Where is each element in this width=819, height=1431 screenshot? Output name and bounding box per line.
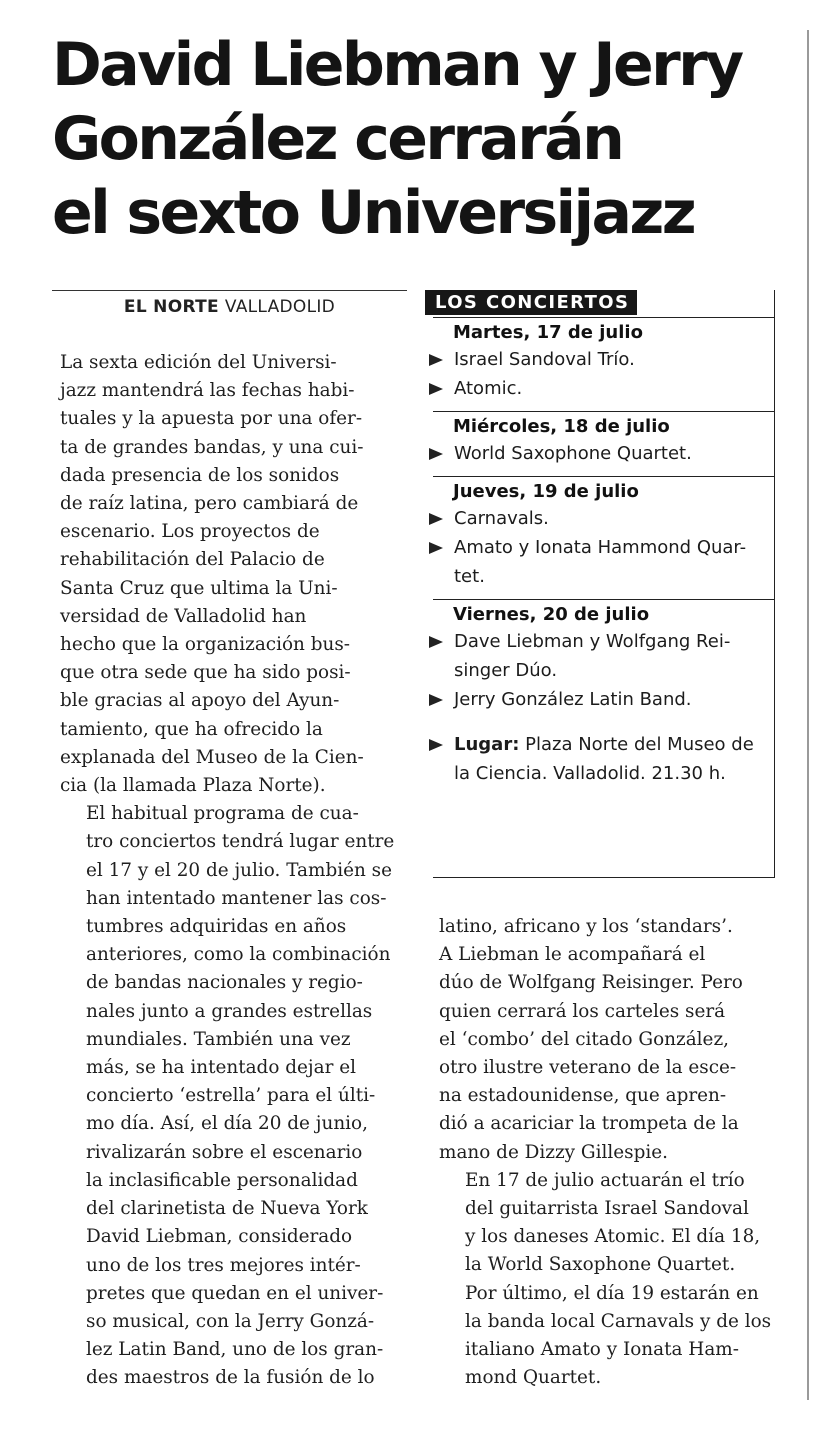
concert-act xyxy=(433,627,774,656)
concert-act xyxy=(433,656,774,685)
article-paragraph xyxy=(439,1167,779,1393)
arrow-bullet-icon xyxy=(429,448,443,460)
text-line: ble gracias al apoyo del Ayun- xyxy=(60,690,340,712)
text-line: El habitual programa de cua- xyxy=(86,803,359,825)
text-line: la banda local Carnavals y de los xyxy=(465,1310,772,1332)
text-line: rivalizarán sobre el escenario xyxy=(86,1141,363,1163)
text-line: pretes que quedan en el univer- xyxy=(86,1282,384,1304)
concert-act-text: Carnavals. xyxy=(454,508,549,529)
text-line: y los daneses Atomic. El día 18, xyxy=(465,1226,761,1248)
concert-act xyxy=(433,345,774,374)
text-line: David Liebman, considerado xyxy=(86,1226,353,1248)
article-column-2 xyxy=(439,913,779,1392)
text-line: dió a acariciar la trompeta de la xyxy=(439,1113,739,1135)
concert-act xyxy=(433,374,774,403)
arrow-bullet-icon xyxy=(429,354,443,366)
text-line: italiano Amato y Ionata Ham- xyxy=(465,1339,739,1361)
text-line: mundiales. También una vez xyxy=(86,1028,351,1050)
text-line: tamiento, que ha ofrecido la xyxy=(60,718,323,740)
text-line: na estadounidense, que apren- xyxy=(439,1085,727,1107)
concert-act-text: singer Dúo. xyxy=(454,660,558,681)
concert-date: Jueves, 19 de julio xyxy=(433,476,774,504)
arrow-bullet-icon xyxy=(429,739,443,751)
text-line: hecho que la organización bus- xyxy=(60,634,351,656)
text-line: dada presencia de los sonidos xyxy=(60,464,340,486)
text-line: han intentado mantener las cos- xyxy=(86,887,387,909)
text-line: el ‘combo’ del citado González, xyxy=(439,1028,729,1050)
text-line: A Liebman le acompañará el xyxy=(439,944,706,966)
concert-act-text: Israel Sandoval Trío. xyxy=(454,349,635,370)
venue-label: Lugar: xyxy=(454,734,520,755)
byline xyxy=(52,290,407,317)
text-line: mond Quartet. xyxy=(465,1367,602,1389)
text-line: la inclasificable personalidad xyxy=(86,1169,358,1191)
text-line: más, se ha intentado dejar el xyxy=(86,1057,356,1079)
article-paragraph xyxy=(60,800,405,1392)
article-paragraph xyxy=(439,913,779,1167)
text-line: tumbres adquiridas en años xyxy=(86,916,347,938)
arrow-bullet-icon xyxy=(429,694,443,706)
concert-act xyxy=(433,504,774,533)
text-line: otro ilustre veterano de la esce- xyxy=(439,1057,737,1079)
concert-act xyxy=(433,685,774,714)
concert-date: Miércoles, 18 de julio xyxy=(433,411,774,439)
arrow-bullet-icon xyxy=(429,636,443,648)
text-line: anteriores, como la combinación xyxy=(86,944,391,966)
text-line: del guitarrista Israel Sandoval xyxy=(465,1198,749,1220)
text-line: tro conciertos tendrá lugar entre xyxy=(86,831,395,853)
text-line: del clarinetista de Nueva York xyxy=(86,1198,368,1220)
arrow-bullet-icon xyxy=(429,513,443,525)
headline-line: David Liebman y Jerry xyxy=(52,30,742,100)
text-line: tuales y la apuesta por una ofer- xyxy=(60,408,363,430)
text-line: escenario. Los proyectos de xyxy=(60,521,320,543)
text-line: explanada del Museo de la Cien- xyxy=(60,746,364,768)
text-line: Santa Cruz que ultima la Uni- xyxy=(60,577,338,599)
venue-text: Plaza Norte del Museo de xyxy=(525,734,754,755)
concert-act-text: Atomic. xyxy=(454,378,523,399)
headline xyxy=(52,28,792,250)
text-line: uno de los tres mejores intér- xyxy=(86,1254,361,1276)
venue-text: la Ciencia. Valladolid. 21.30 h. xyxy=(454,763,726,784)
text-line: des maestros de la fusión de lo xyxy=(86,1367,375,1389)
page-edge-rule xyxy=(807,30,809,1400)
article-column-1 xyxy=(60,349,405,1393)
concert-act-text: tet. xyxy=(454,566,485,587)
concert-act-text: Dave Liebman y Wolfgang Rei- xyxy=(454,631,731,652)
text-line: la World Saxophone Quartet. xyxy=(465,1254,736,1276)
text-line: lez Latin Band, uno de los gran- xyxy=(86,1339,384,1361)
text-line: dúo de Wolfgang Reisinger. Pero xyxy=(439,972,743,994)
text-line: de bandas nacionales y regio- xyxy=(86,972,363,994)
text-line: cia (la llamada Plaza Norte). xyxy=(60,775,326,797)
text-line: La sexta edición del Universi- xyxy=(60,352,337,373)
sidebar-days xyxy=(433,317,774,788)
text-line: ta de grandes bandas, y una cui- xyxy=(60,436,364,458)
concert-act-text: World Saxophone Quartet. xyxy=(454,443,692,464)
venue-line xyxy=(433,730,774,759)
concert-act-text: Jerry González Latin Band. xyxy=(454,689,692,710)
text-line: En 17 de julio actuarán el trío xyxy=(465,1169,745,1191)
text-line: mo día. Así, el día 20 de junio, xyxy=(86,1113,368,1135)
concert-act xyxy=(433,562,774,591)
byline-source: EL NORTE xyxy=(123,297,219,317)
text-line: de raíz latina, pero cambiará de xyxy=(60,493,359,515)
concert-date: Viernes, 20 de julio xyxy=(433,599,774,627)
text-line: que otra sede que ha sido posi- xyxy=(60,662,351,684)
text-line: el 17 y el 20 de julio. También se xyxy=(86,859,392,881)
venue-line xyxy=(433,759,774,788)
sidebar-title: LOS CONCIERTOS xyxy=(425,290,637,315)
concert-act xyxy=(433,439,774,468)
text-line: jazz mantendrá las fechas habi- xyxy=(60,380,355,402)
text-line: rehabilitación del Palacio de xyxy=(60,549,325,571)
concerts-sidebar xyxy=(433,290,775,878)
arrow-bullet-icon xyxy=(429,542,443,554)
byline-city: VALLADOLID xyxy=(224,297,336,317)
text-line: quien cerrará los carteles será xyxy=(439,1000,726,1022)
concert-date: Martes, 17 de julio xyxy=(433,317,774,345)
text-line: versidad de Valladolid han xyxy=(60,605,307,627)
headline-line: González cerrarán xyxy=(52,104,623,174)
concert-act-text: Amato y Ionata Hammond Quar- xyxy=(454,537,747,558)
text-line: nales junto a grandes estrellas xyxy=(86,1000,373,1022)
text-line: mano de Dizzy Gillespie. xyxy=(439,1141,668,1163)
arrow-bullet-icon xyxy=(429,383,443,395)
text-line: Por último, el día 19 estarán en xyxy=(465,1282,759,1304)
text-line: latino, africano y los ‘standars’. xyxy=(439,916,733,937)
article-paragraph xyxy=(60,349,405,800)
text-line: so musical, con la Jerry Gonzá- xyxy=(86,1310,375,1332)
text-line: concierto ‘estrella’ para el últi- xyxy=(86,1085,376,1107)
headline-line: el sexto Universijazz xyxy=(52,178,695,248)
concert-act xyxy=(433,533,774,562)
